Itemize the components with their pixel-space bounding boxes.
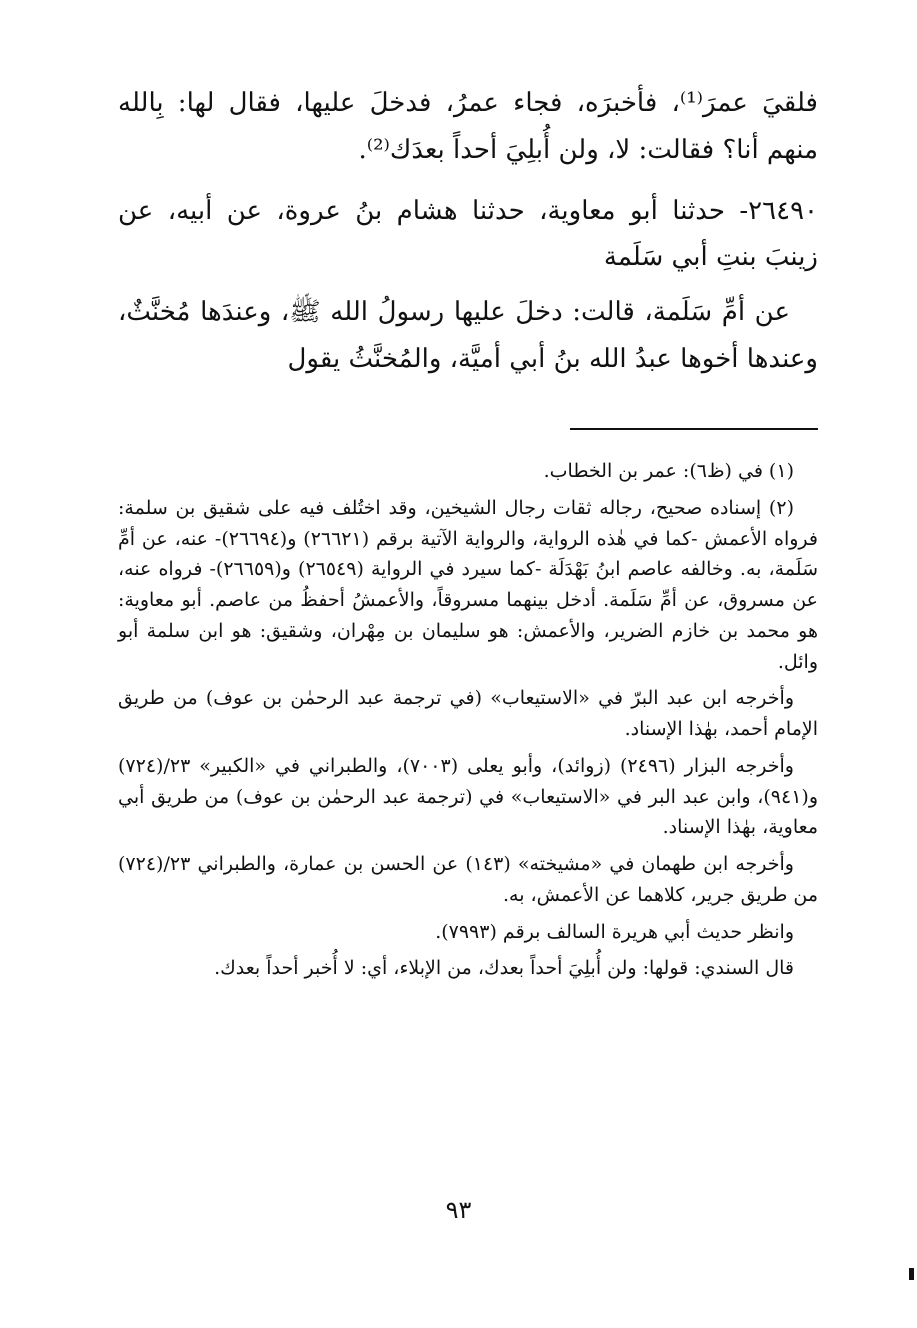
footnotes (118, 456, 818, 990)
footnote-divider (570, 428, 818, 430)
footnote-1: (١) في (ظ٦): عمر بن الخطاب. (543, 460, 794, 482)
footnote-paragraph: قال السندي: قولها: ولن أُبلِيَ أحداً بعدك، من الإبلاء، أي: لا أُخبر أحداً بعدك. (214, 957, 794, 980)
footnote-paragraph: وأخرجه ابن طهمان في «مشيخته» (١٤٣) عن الحسن بن عمارة، والطبراني ٢٣/(٧٢٤) من طريق جرير، كلاهما عن الأعمش، به. (118, 853, 818, 906)
footnote-paragraph: وانظر حديث أبي هريرة السالف برقم (٧٩٩٣). (435, 920, 794, 943)
main-text (118, 80, 818, 391)
page-number: ٩٣ (445, 1196, 472, 1224)
footnote-paragraph: وأخرجه ابن عبد البرّ في «الاستيعاب» (في ترجمة عبد الرحمٰن بن عوف) من طريق الإمام أحمد، بهٰذا الإسناد. (118, 687, 818, 741)
hadith-text: عن أمِّ سَلَمة، قالت: دخلَ عليها رسولُ الله ﷺ، وعندَها مُخنَّثٌ، وعندها أخوها عبدُ الله بنُ أبي أميَّة، والمُخنَّثُ يقول (118, 297, 818, 374)
hadith-text-continuation: فلقيَ عمرَ⁽¹⁾، فأخبرَه، فجاء عمرُ، فدخلَ عليها، فقال لها: بِالله منهم أنا؟ فقالت: لا، ولن أُبلِيَ أحداً بعدَك⁽²⁾. (118, 88, 818, 165)
scan-edge-mark (909, 1268, 914, 1280)
footnote-paragraph: وأخرجه البزار (٢٤٩٦) (زوائد)، وأبو يعلى (٧٠٠٣)، والطبراني في «الكبير» ٢٣/(٧٢٤) و(٩٤١)، وابن عبد البر في «الاستيعاب» في (ترجمة عبد الرحمٰن بن عوف) من طريق أبي معاوية، بهٰذا الإسناد. (118, 754, 818, 839)
hadith-isnad: ٢٦٤٩٠- حدثنا أبو معاوية، حدثنا هشام بنُ عروة، عن أبيه، عن زينبَ بنتِ أبي سَلَمة (118, 195, 818, 273)
footnote-2: (٢) إسناده صحيح، رجاله ثقات رجال الشيخين، وقد اختُلف فيه على شقيق بن سلمة: فرواه الأعمش -كما في هٰذه الرواية، والرواية الآتية برقم (٢٦٦٢١) و(٢٦٦٩٤)- عنه، عن أمِّ سَلَمة، به. وخالفه عاصم ابنُ بَهْدَلَة -كما سيرد في الرواية (٢٦٥٤٩) و(٢٦٦٥٩)- فرواه عنه، عن مسروق، عن أمِّ سَلَمة. أدخل بينهما مسروقاً، والأعمشُ أحفظُ من عاصم. أبو معاوية: هو محمد بن خازم الضرير، والأعمش: هو سليمان بن مِهْران، وشقيق: هو ابن سلمة أبو وائل. (118, 496, 819, 673)
